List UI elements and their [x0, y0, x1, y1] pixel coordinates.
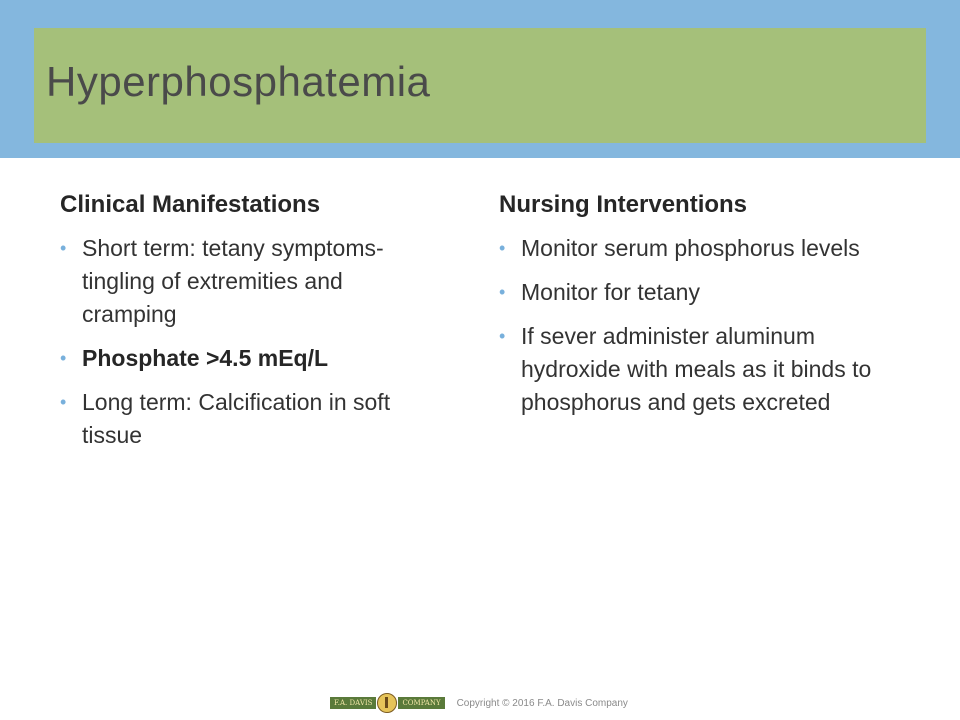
clinical-manifestations-column [60, 188, 440, 463]
bullet-icon: • [60, 348, 67, 368]
list-item [60, 232, 440, 331]
list-item-text: Monitor serum phosphorus levels [521, 235, 860, 261]
title-box [34, 28, 926, 143]
nursing-interventions-heading: Nursing Interventions [499, 191, 748, 218]
list-item [60, 342, 440, 375]
bullet-icon: • [499, 326, 506, 346]
clinical-manifestations-heading: Clinical Manifestations [60, 191, 321, 218]
list-item [60, 386, 440, 452]
list-item-text: Monitor for tetany [521, 279, 700, 305]
footer [330, 688, 628, 718]
list-item-text: If sever administer aluminum hydroxide with meals as it binds to phosphorus and gets excreted [521, 323, 872, 415]
bullet-icon: • [499, 238, 506, 258]
list-item [499, 276, 889, 309]
copyright-text: Copyright © 2016 F.A. Davis Company [456, 697, 628, 709]
bullet-icon: • [60, 238, 67, 258]
logo-text-right: COMPANY [398, 697, 444, 709]
emblem-icon [377, 693, 397, 713]
bullet-icon: • [499, 282, 506, 302]
list-item-text: Phosphate >4.5 mEq/L [82, 345, 329, 371]
list-item [499, 232, 889, 265]
list-item-text: Short term: tetany symptoms- tingling of extremities and cramping [82, 235, 384, 327]
slide-title: Hyperphosphatemia [46, 58, 431, 105]
logo-text-left: F.A. DAVIS [330, 697, 376, 709]
nursing-interventions-column [499, 188, 889, 430]
list-item-text: Long term: Calcification in soft tissue [82, 389, 391, 448]
bullet-icon: • [60, 392, 67, 412]
list-item [499, 320, 889, 419]
clinical-manifestations-list [60, 232, 440, 452]
fa-davis-logo [330, 693, 445, 713]
nursing-interventions-list [499, 232, 889, 419]
